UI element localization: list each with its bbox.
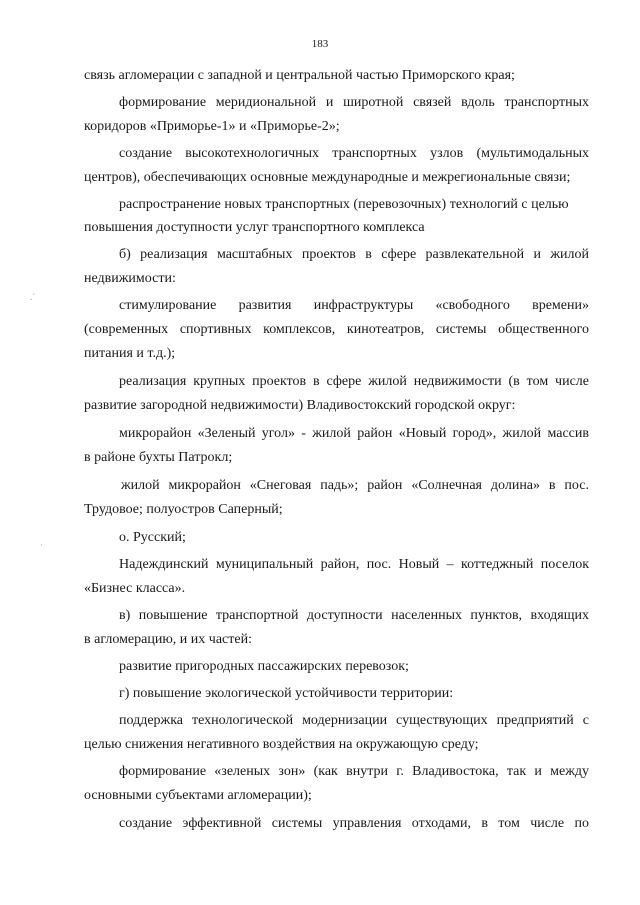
page-number: 183	[311, 38, 329, 50]
text-line: стимулирование развития инфраструктуры «свободного времени»	[119, 298, 589, 313]
text-line: г) повышение экологической устойчивости территории:	[119, 686, 454, 701]
text-line: создание эффективной системы управления отходами, в том числе по	[119, 816, 589, 831]
text-line: распространение новых транспортных (перевозочных) технологий с целью	[119, 197, 569, 212]
text-line: Надеждинский муниципальный район, пос. Новый – коттеджный поселок	[119, 557, 589, 572]
text-line: развитие пригородных пассажирских перевозок;	[119, 659, 409, 674]
text-line: (современных спортивных комплексов, кинотеатров, системы общественного	[84, 322, 589, 337]
text-line: формирование меридиональной и широтной связей вдоль транспортных	[119, 95, 589, 110]
text-line: создание высокотехнологичных транспортных узлов (мультимодальных	[119, 146, 589, 161]
text-line: центров), обеспечивающих основные международные и межрегиональные связи;	[84, 170, 571, 185]
text-line: питания и т.д.);	[84, 346, 176, 361]
text-line: в районе бухты Патрокл;	[84, 450, 233, 465]
text-line: о. Русский;	[119, 530, 186, 545]
scan-speck: ·	[40, 540, 43, 550]
text-line: развитие загородной недвижимости) Владивостокский городской округ:	[84, 398, 516, 413]
text-line: жилой микрорайон «Снеговая падь»; район «Солнечная долина» в пос.	[121, 478, 589, 493]
text-line: реализация крупных проектов в сфере жилой недвижимости (в том числе	[119, 374, 589, 389]
text-line: в агломерацию, и их частей:	[84, 632, 252, 647]
text-line: «Бизнес класса».	[84, 581, 186, 596]
text-line: поддержка технологической модернизации существующих предприятий с	[119, 713, 589, 728]
text-line: основными субъектами агломерации);	[84, 788, 312, 803]
text-line: связь агломерации с западной и центральной частью Приморского края;	[84, 68, 515, 83]
scan-speck: .ˊ	[30, 292, 36, 302]
text-line: формирование «зеленых зон» (как внутри г. Владивостока, так и между	[119, 764, 589, 779]
text-line: микрорайон «Зеленый угол» - жилой район «Новый город», жилой массив	[119, 426, 589, 441]
text-line: в) повышение транспортной доступности населенных пунктов, входящих	[119, 608, 589, 623]
text-line: недвижимости:	[84, 271, 176, 286]
text-line: повышения доступности услуг транспортного комплекса	[84, 220, 425, 235]
text-line: Трудовое; полуостров Саперный;	[84, 502, 283, 517]
text-line: б) реализация масштабных проектов в сфере развлекательной и жилой	[119, 247, 589, 262]
text-line: целью снижения негативного воздействия на окружающую среду;	[84, 737, 479, 752]
text-line: коридоров «Приморье-1» и «Приморье-2»;	[84, 119, 340, 134]
